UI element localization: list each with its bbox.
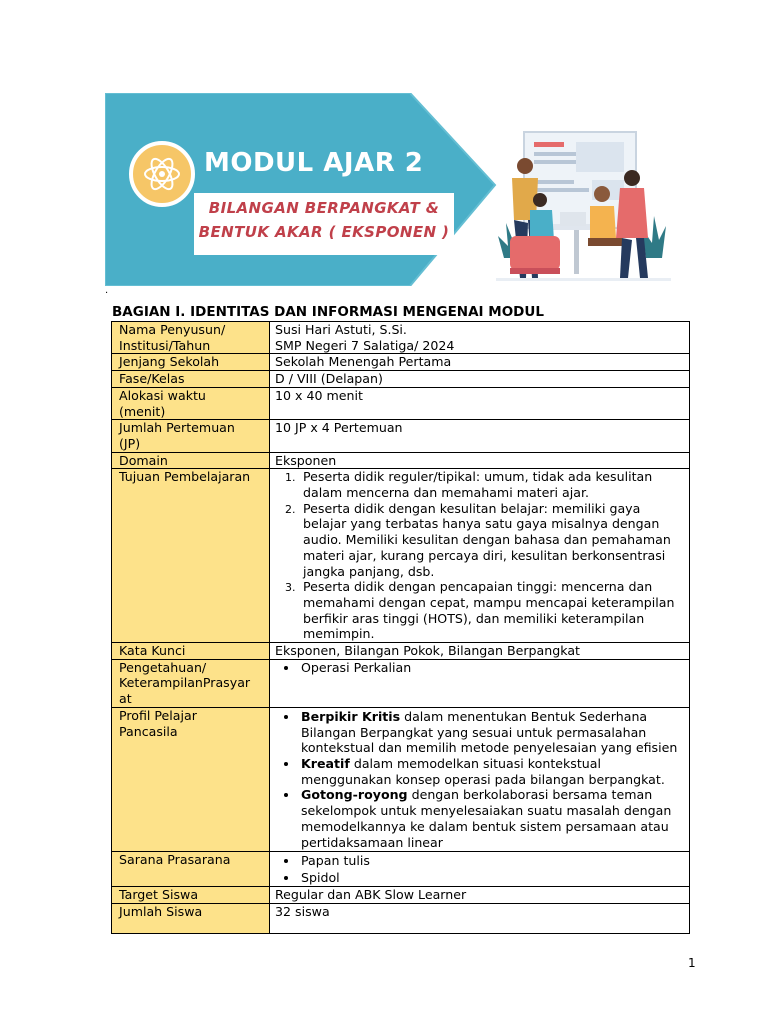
label-text: Jumlah Pertemuan	[119, 420, 235, 436]
table-row	[112, 707, 690, 851]
label-cell: Jumlah Siswa	[112, 903, 270, 933]
table-row	[112, 452, 690, 469]
module-info-table	[111, 321, 690, 934]
atom-icon	[129, 141, 195, 207]
module-subtitle-box	[194, 193, 454, 255]
list-item: 1. Peserta didik reguler/tipikal: umum, tidak ada kesulitan dalam mencerna dan memahami materi ajar.	[299, 469, 684, 500]
label-cell	[112, 659, 270, 707]
label-text: Nama Penyusun/	[119, 322, 226, 337]
module-title: MODUL AJAR 2	[204, 148, 424, 178]
table-row	[112, 387, 690, 419]
value-cell	[270, 322, 690, 354]
value-text: SMP Negeri 7 Salatiga/ 2024	[275, 337, 455, 353]
value-cell	[270, 469, 690, 643]
value-cell: 10 x 40 menit	[270, 387, 690, 419]
label-text: (JP)	[119, 435, 141, 451]
list-item	[299, 709, 684, 756]
page-number: 1	[688, 956, 696, 970]
value-cell	[270, 659, 690, 707]
label-cell: Target Siswa	[112, 887, 270, 904]
table-row	[112, 420, 690, 452]
value-cell	[270, 707, 690, 851]
table-row	[112, 887, 690, 904]
table-row	[112, 659, 690, 707]
table-row	[112, 852, 690, 887]
objectives-list	[275, 469, 684, 642]
label-cell: Tujuan Pembelajaran	[112, 469, 270, 643]
list-item: 2. Peserta didik dengan kesulitan belajar: memiliki gaya belajar yang terbatas hanya satu gaya misalnya dengan audio. Memiliki kesulitan dengan bahasa dan pemahaman materi ajar, kurang percaya diri, kesulitan berkonsentrasi jangka panjang, dsb.	[299, 501, 684, 580]
label-text: Profil Pelajar	[119, 707, 197, 723]
list-item-text: dalam memodelkan situasi kontekstual menggunakan konsep operasi pada bilangan berpangkat.	[301, 755, 665, 787]
label-cell	[112, 387, 270, 419]
label-cell	[112, 707, 270, 851]
table-row	[112, 354, 690, 371]
list-item: • Operasi Perkalian	[299, 660, 684, 676]
label-text: Institusi/Tahun	[119, 337, 211, 353]
label-text: (menit)	[119, 403, 166, 419]
value-cell: Eksponen, Bilangan Pokok, Bilangan Berpangkat	[270, 643, 690, 660]
value-cell: Regular dan ABK Slow Learner	[270, 887, 690, 904]
label-cell: Fase/Kelas	[112, 371, 270, 388]
table-row	[112, 469, 690, 643]
value-cell: D / VIII (Delapan)	[270, 371, 690, 388]
stray-dot: .	[105, 285, 109, 296]
label-text: Alokasi waktu	[119, 387, 206, 403]
label-cell	[112, 420, 270, 452]
value-cell: Eksponen	[270, 452, 690, 469]
table-row	[112, 643, 690, 660]
label-cell: Kata Kunci	[112, 643, 270, 660]
label-text: KeterampilanPrasyar	[119, 675, 251, 691]
label-cell: Domain	[112, 452, 270, 469]
label-cell: Jenjang Sekolah	[112, 354, 270, 371]
table-row	[112, 322, 690, 354]
table-row	[112, 903, 690, 933]
label-text: Pengetahuan/	[119, 659, 207, 675]
list-item: • Papan tulis	[299, 852, 684, 869]
prerequisite-list	[275, 660, 684, 676]
value-cell: Sekolah Menengah Pertama	[270, 354, 690, 371]
list-item: 3. Peserta didik dengan pencapaian tinggi: mencerna dan memahami dengan cepat, mampu mencapai keterampilan berfikir aras tinggi (HOTS), dan memiliki keterampilan memimpin.	[299, 579, 684, 642]
list-item-bold: Gotong-royong	[301, 787, 408, 803]
facility-list	[275, 852, 684, 886]
value-cell	[270, 852, 690, 887]
list-item: • Spidol	[299, 869, 684, 886]
list-item-bold: Kreatif	[301, 755, 350, 771]
team-illustration	[496, 128, 671, 286]
value-text: Susi Hari Astuti, S.Si.	[275, 322, 407, 337]
list-item	[299, 756, 684, 787]
list-item-text: dalam menentukan Bentuk Sederhana Bilangan Berpangkat yang sesuai untuk permasalahan kontekstual dan memilih metode penyelesaian yang efisien	[301, 708, 678, 756]
label-cell	[112, 322, 270, 354]
label-text: at	[119, 691, 132, 707]
profile-list	[275, 708, 684, 851]
section-heading: BAGIAN I. IDENTITAS DAN INFORMASI MENGENAI MODUL	[112, 304, 544, 320]
list-item	[299, 787, 684, 850]
module-subtitle-line-1: BILANGAN BERPANGKAT &	[208, 199, 440, 217]
label-text: Pancasila	[119, 723, 178, 739]
value-cell: 10 JP x 4 Pertemuan	[270, 420, 690, 452]
label-cell: Sarana Prasarana	[112, 852, 270, 887]
table-row	[112, 371, 690, 388]
list-item-bold: Berpikir Kritis	[301, 708, 401, 724]
list-item-text: dengan berkolaborasi bersama teman sekelompok untuk menyelesaiakan suatu masalah dengan memodelkannya ke dalam bentuk sistem persamaan atau pertidaksamaan linear	[301, 787, 672, 850]
module-subtitle-line-2: BENTUK AKAR ( EKSPONEN )	[198, 223, 450, 241]
value-cell: 32 siswa	[270, 903, 690, 933]
